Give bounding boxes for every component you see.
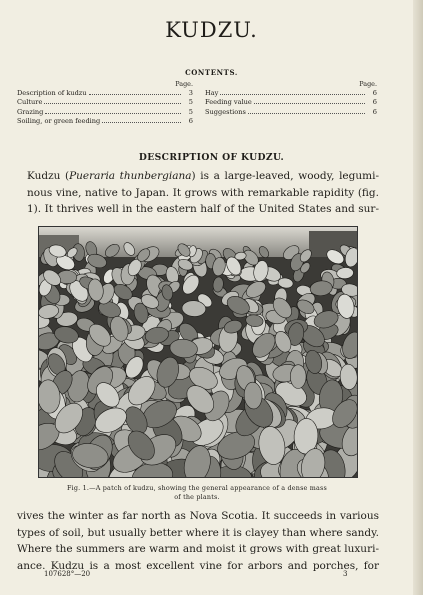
body-text: ) is a large-leaved, woody, legumi- <box>191 170 379 182</box>
footer-print-code: 107628°—20 <box>44 570 91 578</box>
kudzu-photograph <box>38 226 358 478</box>
body-line: ance. Kudzu is a most excellent vine for arbors and porches, for <box>17 559 379 572</box>
toc-leader-dots <box>102 121 181 123</box>
figure-caption <box>38 484 356 502</box>
caption-line: of the plants. <box>174 493 220 501</box>
toc-leader-dots <box>220 93 365 95</box>
toc-entry-label: Grazing <box>17 107 44 116</box>
toc-entry-page: 5 <box>188 98 193 107</box>
toc-entry <box>17 117 193 126</box>
toc-entry <box>205 89 377 98</box>
toc-entry <box>17 98 193 107</box>
toc-entry <box>17 108 193 117</box>
contents-page-label: Page. <box>359 80 377 88</box>
toc-entry-label: Soiling, or green feeding <box>17 116 101 125</box>
toc-entry-page: 6 <box>372 98 377 107</box>
contents-left-column <box>17 80 193 126</box>
section-heading: DESCRIPTION OF KUDZU. <box>138 152 285 163</box>
toc-entry <box>205 98 377 107</box>
contents-heading: CONTENTS. <box>185 68 238 77</box>
toc-leader-dots <box>44 102 181 104</box>
toc-entry-label: Description of kudzu <box>17 89 87 97</box>
toc-entry <box>17 89 193 98</box>
toc-entry-page: 6 <box>372 89 377 97</box>
scientific-name: Pueraria thunbergiana <box>69 170 192 182</box>
caption-line: Fig. 1.—A patch of kudzu, showing the general appearance of a dense mass <box>67 484 327 492</box>
body-line: nous vine, native to Japan. It grows with remarkable rapidity (fig. <box>27 186 379 199</box>
contents-right-column <box>205 80 377 117</box>
toc-entry-page: 6 <box>372 107 377 116</box>
body-paragraph-top <box>17 168 379 218</box>
toc-entry-label: Hay <box>205 89 219 97</box>
body-line: 1). It thrives well in the eastern half of the United States and sur- <box>27 203 379 215</box>
toc-leader-dots <box>254 102 365 104</box>
body-line: types of soil, but usually better where it is clayey than where sandy. <box>17 526 379 539</box>
toc-entry-label: Suggestions <box>205 107 246 116</box>
body-line: vives the winter as far north as Nova Scotia. It succeeds in various <box>17 510 379 522</box>
toc-entry-page: 3 <box>188 89 193 97</box>
page-number: 3 <box>343 570 348 578</box>
toc-leader-dots <box>89 93 181 95</box>
body-line <box>17 168 379 185</box>
toc-leader-dots <box>45 112 181 114</box>
leaf-mass-image <box>39 227 357 477</box>
toc-entry-label: Culture <box>17 98 43 107</box>
page-title: KUDZU. <box>165 18 258 42</box>
toc-entry <box>205 108 377 117</box>
contents-page-label: Page. <box>175 80 193 88</box>
body-paragraph-bottom <box>17 508 379 574</box>
body-text: Kudzu ( <box>27 170 70 182</box>
toc-entry-page: 5 <box>188 107 193 116</box>
leaf-shape <box>290 365 306 389</box>
page-edge-shadow <box>413 0 423 595</box>
toc-entry-label: Feeding value <box>205 98 252 107</box>
toc-entry-page: 6 <box>188 116 193 125</box>
toc-leader-dots <box>248 112 365 114</box>
body-line: Where the summers are warm and moist it grows with great luxuri- <box>17 543 379 555</box>
